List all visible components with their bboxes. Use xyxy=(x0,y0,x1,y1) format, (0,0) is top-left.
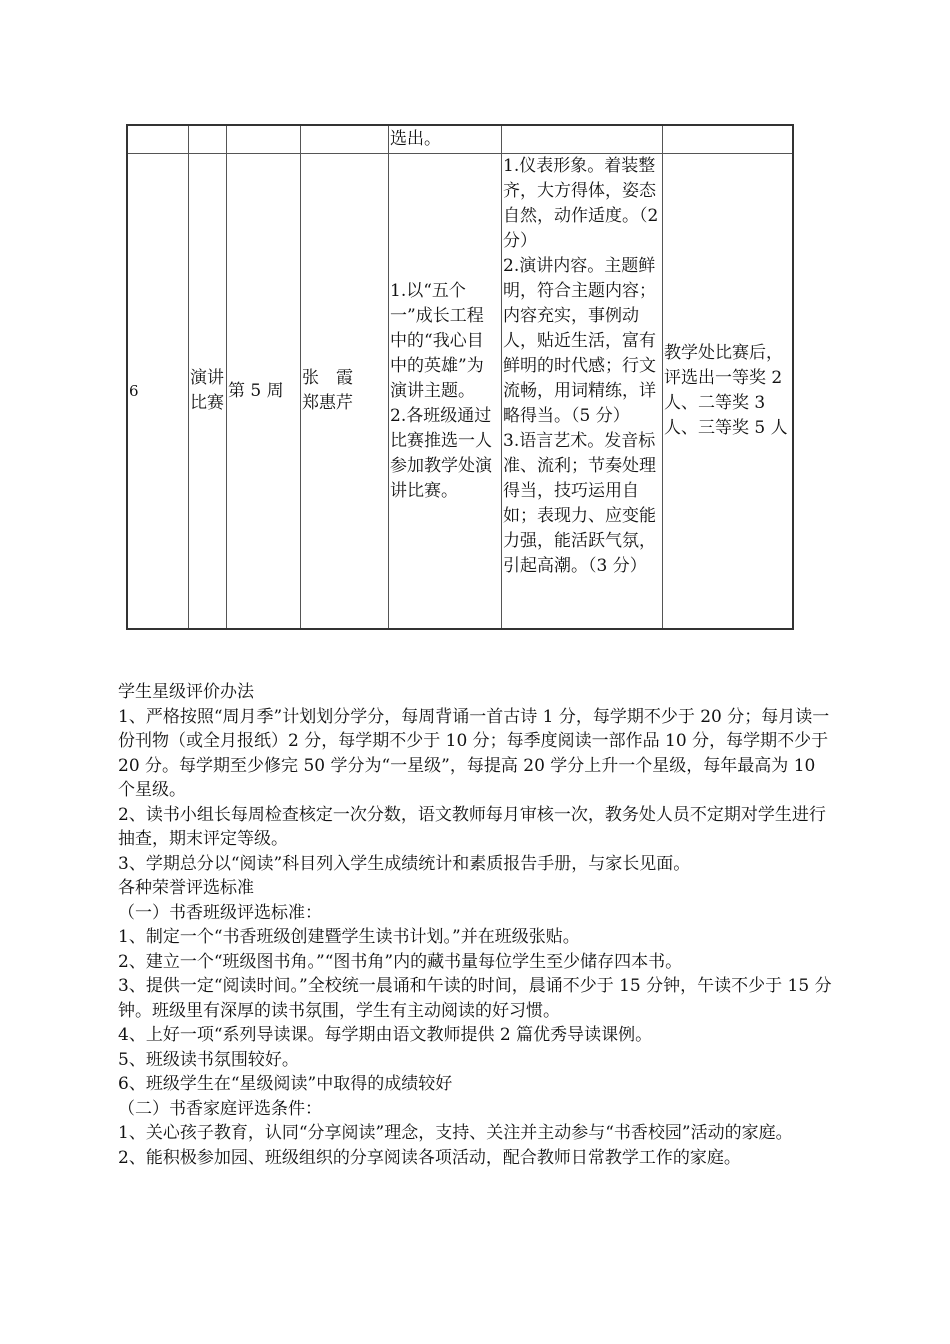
section-heading: 各种荣誉评选标准 xyxy=(118,878,254,898)
paragraph: 3、学期总分以“阅读”科目列入学生成绩统计和素质报告手册，与家长见面。 xyxy=(118,853,691,874)
table-cell xyxy=(502,126,663,154)
table-cell xyxy=(189,126,227,154)
activity-week: 第 5 周 xyxy=(227,154,301,628)
paragraph: 4、上好一项“系列导读课。每学期由语文教师提供 2 篇优秀导读课例。 xyxy=(118,1025,653,1045)
paragraph: 2、建立一个“班级图书角。”“图书角”内的藏书量每位学生至少储存四本书。 xyxy=(118,951,683,972)
teacher-name: 郑惠芹 xyxy=(302,393,353,413)
body-text xyxy=(118,680,834,1170)
table-cell xyxy=(301,126,389,154)
paragraph: 1、制定一个“书香班级创建暨学生读书计划。”并在班级张贴。 xyxy=(118,927,580,947)
row-index: 6 xyxy=(128,154,189,628)
section-heading: 学生星级评价办法 xyxy=(118,682,254,702)
paragraph: 6、班级学生在“星级阅读”中取得的成绩较好 xyxy=(118,1074,453,1094)
table-cell xyxy=(128,126,189,154)
activity-awards: 教学处比赛后，评选出一等奖 2 人、二等奖 3 人、三等奖 5 人 xyxy=(664,343,788,438)
activity-requirement: 1.以“五个一”成长工程中的“我心目中的英雄”为演讲主题。 2.各班级通过比赛推选一人参加教学处演讲比赛。 xyxy=(389,154,502,628)
table-cell xyxy=(227,126,301,154)
table-cell: 选出。 xyxy=(389,126,502,154)
teacher-name: 张 霞 xyxy=(302,368,353,388)
activity-teachers xyxy=(301,154,389,628)
activity-criteria: 1.仪表形象。着装整齐，大方得体，姿态自然，动作适度。（2 分） 2.演讲内容。主题鲜明，符合主题内容；内容充实，事例动人，贴近生活，富有鲜明的时代感；行文流畅，用词精练，详略得当。（5 分） 3.语言艺术。发音标准、流利；节奏处理得当，技巧运用自如；表现力、应变能力强，能活跃气氛，引起高潮。（3 分） xyxy=(502,154,663,628)
subsection-heading: （二）书香家庭评选条件： xyxy=(118,1098,322,1119)
activity-name: 演讲比赛 xyxy=(189,154,227,628)
paragraph: 2、能积极参加园、班级组织的分享阅读各项活动，配合教师日常教学工作的家庭。 xyxy=(118,1147,741,1168)
subsection-heading: （一）书香班级评选标准： xyxy=(118,902,322,923)
paragraph: 5、班级读书氛围较好。 xyxy=(118,1049,299,1070)
table-cell xyxy=(663,126,792,154)
paragraph: 2、读书小组长每周检查核定一次分数，语文教师每月审核一次，教务处人员不定期对学生进行抽查，期末评定等级。 xyxy=(118,804,826,849)
paragraph: 3、提供一定“阅读时间。”全校统一晨诵和午读的时间，晨诵不少于 15 分钟，午读不少于 15 分钟。班级里有深厚的读书氛围，学生有主动阅读的好习惯。 xyxy=(118,976,832,1021)
paragraph: 1、严格按照“周月季”计划划分学分，每周背诵一首古诗 1 分，每学期不少于 20 分；每月读一份刊物（或全月报纸）2 分，每学期不少于 10 分；每季度阅读一部作品 10 分，每学期不少于 20 分。每学期至少修完 50 学分为“一星级”，每提高 20 学分上升一个星级，每年最高为 10 个星级。 xyxy=(118,706,830,800)
table-row xyxy=(128,154,792,628)
activity-table xyxy=(126,124,794,630)
table-row xyxy=(128,126,792,154)
paragraph: 1、关心孩子教育，认同“分享阅读”理念，支持、关注并主动参与“书香校园”活动的家庭。 xyxy=(118,1123,793,1143)
